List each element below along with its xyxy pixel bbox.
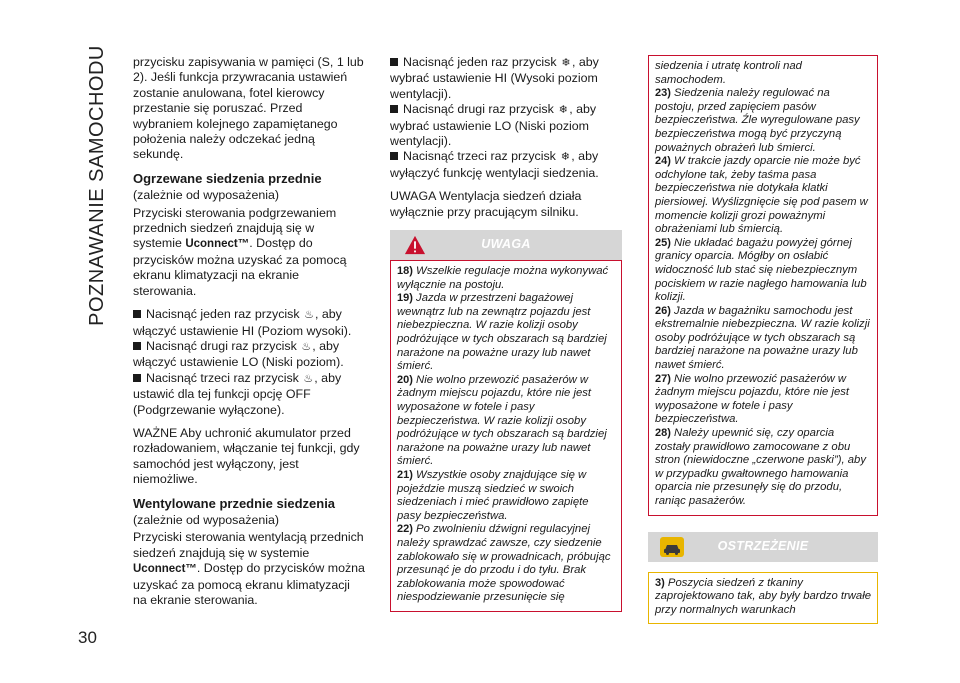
list-item: 22) Po zwolnieniu dźwigni regulacyjnej należy sprawdzać zawsze, czy siedzenie zablokowało się w prowadnicach, próbując przesunąć je do przodu i do tyłu. Brak zablokowania może spowodować niespodziewanie przesunięcie się (397, 523, 611, 604)
intro-paragraph: przycisku zapisywania w pamięci (S, 1 lub 2). Jeśli funkcja przywracania ustawień zostanie anulowana, fotel kierowcy przestanie się poruszać. Przed wybraniem kolejnego zapamiętanego położenia należy odczekać jedną sekundę. (133, 55, 364, 162)
bullet-square-icon (390, 58, 398, 66)
heated-seats-subtitle: (zależnie od wyposażenia) (133, 188, 280, 203)
bullet-square-icon (133, 310, 141, 318)
list-item: Nacisnąć trzeci raz przycisk ♨, aby ustawić dla tej funkcji opcję OFF (Podgrzewanie wyłączone). (133, 370, 342, 417)
heated-seat-icon: ♨ (301, 340, 312, 353)
list-item: Nacisnąć jeden raz przycisk ♨, aby włączyć ustawienie HI (Poziom wysoki). (133, 307, 352, 338)
heated-seat-icon: ♨ (304, 309, 314, 322)
ventilated-seat-icon: ❄ (558, 104, 568, 117)
bullet-square-icon (390, 152, 398, 160)
heated-seats-steps (133, 307, 365, 418)
ventilated-seats-subtitle: (zależnie od wyposażenia) (133, 512, 280, 527)
uconnect-brand: Uconnect™ (133, 563, 197, 576)
list-item: 24) W trakcie jazdy oparcie nie może być odchylone tak, żeby taśma pasa bezpieczeństwa nie dotykała klatki piersiowej. Wyślizgnięcie się pod pasem w momencie kolizji grozi poważnymi obrażeniami lub śmiercią. (655, 155, 868, 236)
uconnect-brand: Uconnect™ (185, 238, 250, 251)
list-item: 28) Należy upewnić się, czy oparcia zostały prawidłowo zamocowane z obu stron (niewidoczne „czerwone paski”), aby w przypadku gwałtownego hamowania oparcia nie przesunęły się do przodu, raniąc pasażerów. (655, 427, 866, 507)
list-item: 20) Nie wolno przewozić pasażerów w żadnym miejscu pojazdu, które nie jest wyposażone w fotele i pasy bezpieczeństwa. W razie kolizji osoby podróżujące w tych obszarach są bardziej narażone na poważne urazy lub nawet śmierć. (397, 373, 607, 468)
side-title-text: POZNAWANIE SAMOCHODU (85, 44, 108, 326)
list-item: 21) Wszystkie osoby znajdujące się w pojeździe muszą siedzieć w swoich siedzeniach i mieć prawidłowo zapięte pasy bezpieczeństwa. (397, 468, 589, 522)
warning-label: UWAGA (481, 237, 531, 252)
ventilated-seats-heading: Wentylowane przednie siedzenia (133, 495, 336, 511)
side-section-title (82, 40, 112, 330)
warning-continuation: siedzenia i utratę kontroli nad samochodem. (655, 60, 802, 86)
list-item: 18) Wszelkie regulacje można wykonywać wyłącznie na postoju. (397, 265, 609, 291)
list-item: 23) Siedzenia należy regulować na postoju, przed zapięciem pasów bezpieczeństwa. Źle wyregulowane pasy bezpieczeństwa mogą być przyczyną poważnych obrażeń lub śmierci. (655, 87, 860, 154)
caution-box (648, 572, 878, 625)
heated-seat-icon: ♨ (303, 372, 314, 385)
warning-banner (390, 230, 622, 260)
column-3 (648, 55, 878, 624)
caution-banner (648, 532, 878, 562)
ventilated-seats-steps (390, 55, 622, 181)
ventilated-seat-icon: ❄ (560, 151, 570, 164)
bullet-square-icon (133, 342, 141, 350)
list-item: Nacisnąć trzeci raz przycisk ❄, aby wyłączyć funkcję wentylacji siedzenia. (390, 149, 599, 180)
ventilated-seats-paragraph: Przyciski sterowania wentylacją przednich siedzeń znajdują się w systemie Uconnect™. Dostęp do przycisków można uzyskać za pomocą ekranu klimatyzacji na ekranie sterowania. (133, 530, 365, 607)
warning-box (390, 260, 622, 612)
heated-seats-heading: Ogrzewane siedzenia przednie (133, 170, 322, 186)
warning-box-continued (648, 55, 878, 516)
column-1 (133, 55, 365, 616)
bullet-square-icon (390, 105, 398, 113)
bullet-square-icon (133, 374, 141, 382)
list-item: 19) Jazda w przestrzeni bagażowej wewnątrz lub na zewnątrz pojazdu jest niebezpieczna. W razie kolizji osoby podróżujące w tych obszarach są bardziej narażone na poważne urazy lub nawet śmierć. (397, 292, 607, 373)
ventilated-seats-note: UWAGA Wentylacja siedzeń działa wyłącznie przy pracującym silniku. (390, 189, 582, 219)
list-item: 25) Nie układać bagażu powyżej górnej granicy oparcia. Mógłby on osłabić widoczność lub stać się niebezpiecznym pociskiem w razie nagłego hamowania lub kolizji. (655, 236, 867, 304)
page-number: 30 (78, 628, 97, 647)
list-item: Nacisnąć drugi raz przycisk ♨, aby włączyć ustawienie LO (Niski poziom). (133, 338, 344, 370)
heated-seats-paragraph: Przyciski sterowania podgrzewaniem przednich siedzeń znajdują się w systemie Uconnect™. Dostęp do przycisków można uzyskać za pomocą ekranu klimatyzacji na ekranie sterowania. (133, 205, 347, 298)
list-item: Nacisnąć drugi raz przycisk ❄, aby wybrać ustawienie LO (Niski poziom wentylacji). (390, 102, 597, 149)
list-item: Nacisnąć jeden raz przycisk ❄, aby wybrać ustawienie HI (Wysoki poziom wentylacji). (390, 55, 599, 101)
caution-label: OSTRZEŻENIE (717, 538, 809, 553)
column-2 (390, 55, 622, 612)
list-item: 27) Nie wolno przewozić pasażerów w żadnym miejscu pojazdu, które nie jest wyposażone w fotele i pasy bezpieczeństwa. (655, 372, 850, 426)
ventilated-seat-icon: ❄ (561, 57, 571, 69)
list-item: 3) Poszycia siedzeń z tkaniny zaprojektowano tak, aby były bardzo trwałe przy normalnych warunkach (655, 576, 872, 616)
heated-seats-note: WAŻNE Aby uchronić akumulator przed rozładowaniem, włączanie tej funkcji, gdy samochód jest wyłączony, jest niemożliwe. (133, 425, 360, 487)
list-item: 26) Jazda w bagażniku samochodu jest ekstremalnie niebezpieczna. W razie kolizji osoby podróżujące w tych obszarach są bardziej narażone na poważne urazy lub nawet śmierć. (655, 304, 870, 372)
